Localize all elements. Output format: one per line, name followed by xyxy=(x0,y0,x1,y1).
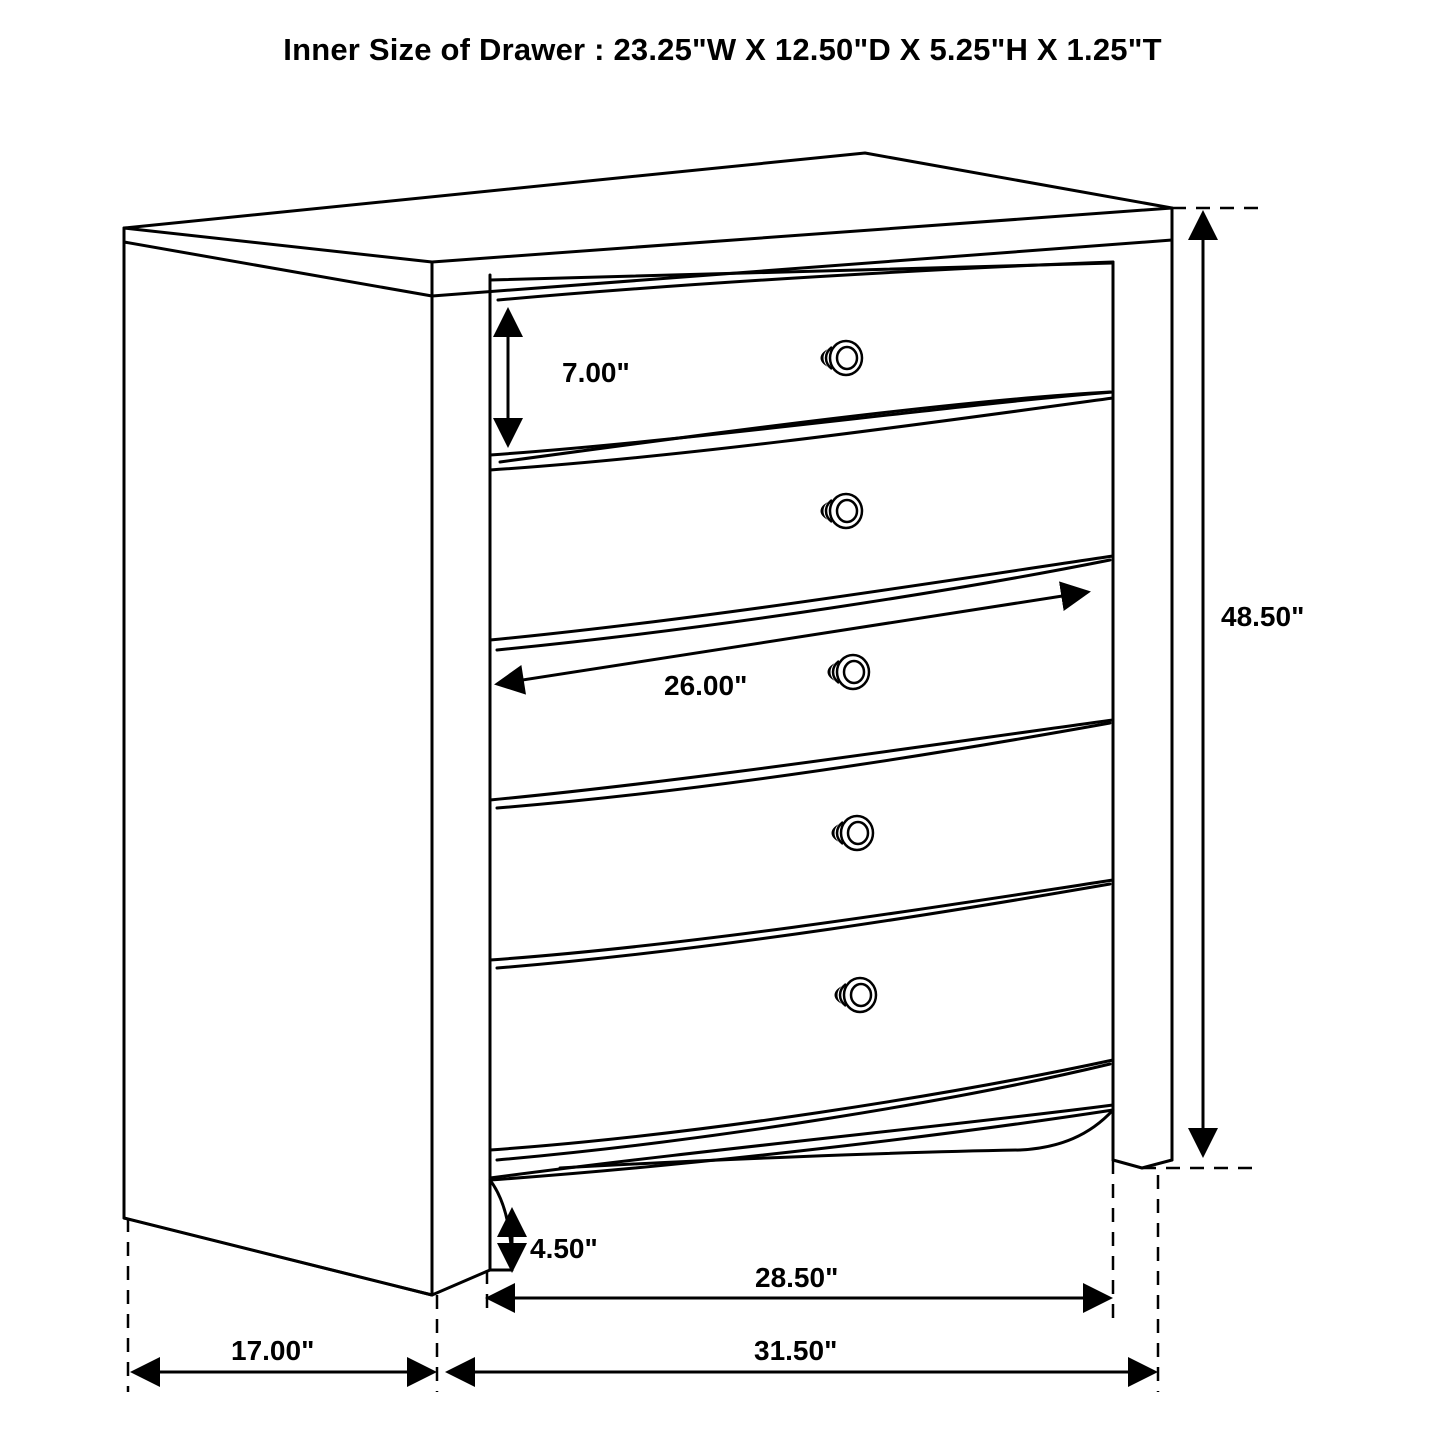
dimension-label-base-width: 28.50" xyxy=(755,1262,839,1293)
dimension-label-drawer-height: 7.00" xyxy=(562,357,630,388)
dimension-label-total-width: 31.50" xyxy=(754,1335,838,1366)
dimension-label-total-height: 48.50" xyxy=(1221,601,1305,632)
page-title: Inner Size of Drawer : 23.25"W X 12.50"D X 5.25"H X 1.25"T xyxy=(283,32,1162,67)
dimension-label-leg-height: 4.50" xyxy=(530,1233,598,1264)
chest-body xyxy=(124,153,1172,1295)
dimension-label-drawer-width: 26.00" xyxy=(664,670,748,701)
drawer-knobs xyxy=(821,341,877,1012)
dimension-lines xyxy=(133,213,1203,1372)
dimension-label-depth: 17.00" xyxy=(231,1335,315,1366)
extension-lines xyxy=(128,208,1258,1392)
